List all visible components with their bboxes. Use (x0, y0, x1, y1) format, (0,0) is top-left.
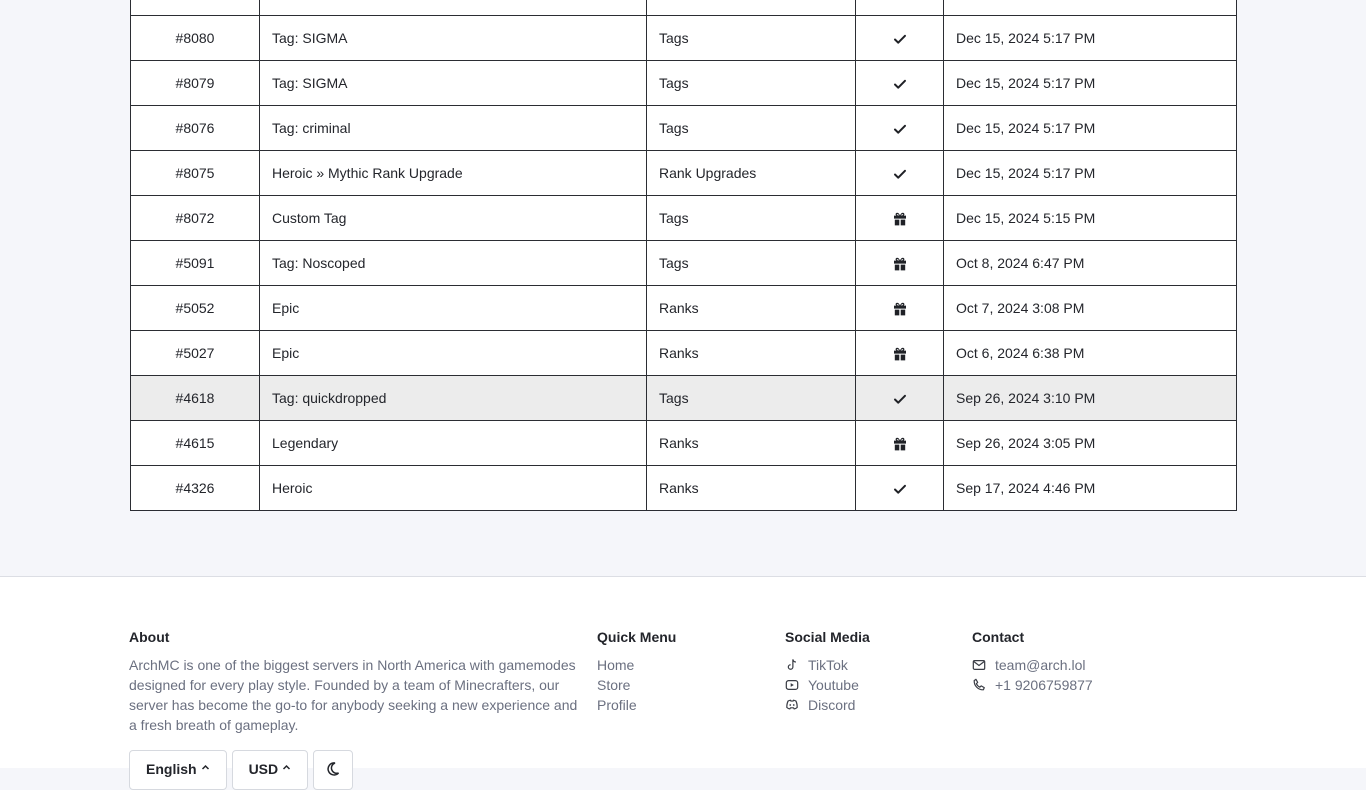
footer (0, 576, 1366, 777)
check-icon (892, 391, 908, 407)
table-row (131, 106, 1237, 151)
social-link-tiktok[interactable] (785, 655, 870, 675)
quick-link-home[interactable]: Home (597, 657, 635, 673)
order-category: Tags (647, 196, 856, 241)
order-item: Tag: SIGMA (260, 61, 647, 106)
order-id: #5027 (131, 331, 260, 376)
order-id (131, 0, 260, 16)
orders-table (130, 0, 1237, 511)
chevron-up-icon (282, 761, 291, 775)
order-status (856, 466, 944, 511)
youtube-icon (785, 678, 799, 692)
table-row (131, 376, 1237, 421)
language-selector[interactable] (129, 750, 227, 790)
language-value: English (146, 761, 197, 777)
contact-heading: Contact (972, 629, 1025, 645)
gift-icon (892, 256, 908, 272)
footer-social (785, 628, 870, 715)
gift-icon (892, 436, 908, 452)
order-category: Tags (647, 106, 856, 151)
discord-icon (785, 698, 799, 712)
table-row (131, 331, 1237, 376)
footer-contact (972, 628, 1093, 695)
order-item (260, 0, 647, 16)
table-row (131, 0, 1237, 16)
mail-icon (972, 658, 986, 672)
table-row (131, 466, 1237, 511)
order-id: #8079 (131, 61, 260, 106)
order-id: #5091 (131, 241, 260, 286)
order-category: Ranks (647, 286, 856, 331)
order-status (856, 196, 944, 241)
contact-email-text: team@arch.lol (995, 657, 1086, 673)
contact-phone[interactable] (972, 675, 1093, 695)
social-link-youtube[interactable] (785, 675, 870, 695)
order-status (856, 376, 944, 421)
quick-link-profile[interactable]: Profile (597, 697, 637, 713)
order-category: Tags (647, 241, 856, 286)
order-date: Dec 15, 2024 5:17 PM (944, 61, 1237, 106)
check-icon (892, 31, 908, 47)
order-id: #4618 (131, 376, 260, 421)
table-row (131, 196, 1237, 241)
order-item: Tag: quickdropped (260, 376, 647, 421)
check-icon (892, 76, 908, 92)
order-item: Tag: Noscoped (260, 241, 647, 286)
order-date: Dec 15, 2024 5:15 PM (944, 196, 1237, 241)
quick-link-store[interactable]: Store (597, 677, 631, 693)
order-category: Ranks (647, 466, 856, 511)
order-status (856, 0, 944, 16)
order-id: #4326 (131, 466, 260, 511)
order-status (856, 421, 944, 466)
order-item: Epic (260, 331, 647, 376)
gift-icon (892, 211, 908, 227)
order-category: Tags (647, 61, 856, 106)
footer-selectors (129, 750, 353, 790)
order-date: Dec 15, 2024 5:17 PM (944, 16, 1237, 61)
order-date (944, 0, 1237, 16)
contact-email[interactable] (972, 655, 1093, 675)
order-id: #8080 (131, 16, 260, 61)
order-id: #8075 (131, 151, 260, 196)
order-date: Dec 15, 2024 5:17 PM (944, 106, 1237, 151)
footer-quick-menu (597, 628, 676, 715)
order-item: Heroic (260, 466, 647, 511)
order-status (856, 151, 944, 196)
order-status (856, 106, 944, 151)
table-row (131, 151, 1237, 196)
social-link-label: TikTok (808, 657, 848, 673)
social-link-label: Youtube (808, 677, 859, 693)
order-id: #5052 (131, 286, 260, 331)
gift-icon (892, 301, 908, 317)
order-date: Oct 7, 2024 3:08 PM (944, 286, 1237, 331)
quick-menu-heading: Quick Menu (597, 629, 677, 645)
table-row (131, 286, 1237, 331)
order-category: Tags (647, 376, 856, 421)
order-status (856, 61, 944, 106)
table-row (131, 61, 1237, 106)
order-category: Rank Upgrades (647, 151, 856, 196)
order-item: Tag: criminal (260, 106, 647, 151)
order-date: Oct 8, 2024 6:47 PM (944, 241, 1237, 286)
check-icon (892, 166, 908, 182)
social-link-discord[interactable] (785, 695, 870, 715)
social-heading: Social Media (785, 629, 870, 645)
theme-toggle[interactable] (313, 750, 353, 790)
chevron-up-icon (201, 761, 210, 775)
contact-phone-text: +1 9206759877 (995, 677, 1093, 693)
currency-selector[interactable] (232, 750, 309, 790)
order-item: Legendary (260, 421, 647, 466)
about-text: ArchMC is one of the biggest servers in North America with gamemodes designed for every play style. Founded by a team of Minecrafters, our server has become the go-to for anybody seeking a new experience and a fresh breath of gameplay. (129, 657, 578, 733)
order-category: Tags (647, 16, 856, 61)
currency-value: USD (248, 761, 279, 777)
order-id: #8076 (131, 106, 260, 151)
order-date: Sep 26, 2024 3:05 PM (944, 421, 1237, 466)
footer-about (129, 628, 584, 735)
table-row (131, 241, 1237, 286)
check-icon (892, 481, 908, 497)
order-date: Dec 15, 2024 5:17 PM (944, 151, 1237, 196)
order-item: Heroic » Mythic Rank Upgrade (260, 151, 647, 196)
order-category: Ranks (647, 421, 856, 466)
order-category (647, 0, 856, 16)
order-status (856, 286, 944, 331)
order-status (856, 16, 944, 61)
orders-table-container (130, 0, 1236, 511)
phone-icon (972, 678, 986, 692)
order-date: Sep 26, 2024 3:10 PM (944, 376, 1237, 421)
order-id: #4615 (131, 421, 260, 466)
social-link-label: Discord (808, 697, 856, 713)
order-date: Sep 17, 2024 4:46 PM (944, 466, 1237, 511)
order-date: Oct 6, 2024 6:38 PM (944, 331, 1237, 376)
check-icon (892, 121, 908, 137)
order-status (856, 241, 944, 286)
order-status (856, 331, 944, 376)
moon-icon (326, 761, 340, 777)
tiktok-icon (785, 658, 799, 672)
order-item: Tag: SIGMA (260, 16, 647, 61)
table-row (131, 16, 1237, 61)
order-category: Ranks (647, 331, 856, 376)
gift-icon (892, 346, 908, 362)
order-item: Epic (260, 286, 647, 331)
order-item: Custom Tag (260, 196, 647, 241)
about-heading: About (129, 629, 170, 645)
order-id: #8072 (131, 196, 260, 241)
table-row (131, 421, 1237, 466)
